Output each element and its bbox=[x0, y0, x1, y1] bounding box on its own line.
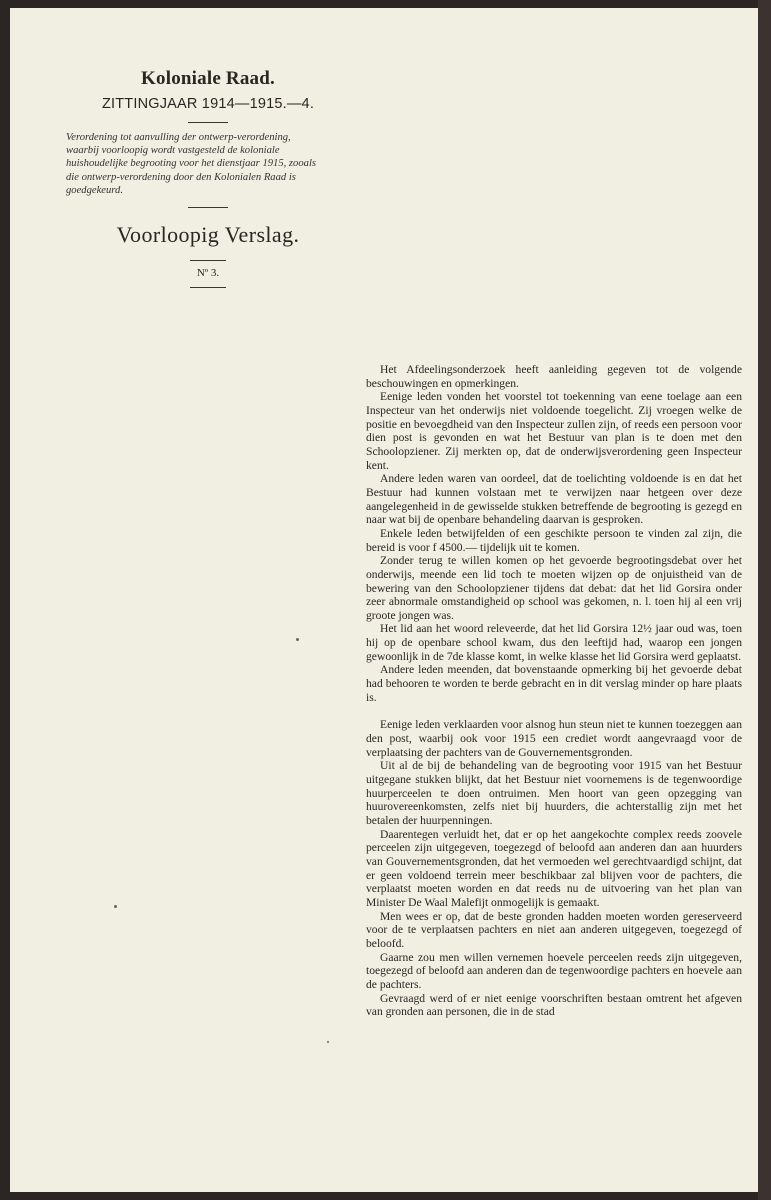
divider bbox=[190, 287, 226, 288]
divider bbox=[190, 260, 226, 261]
ordinance-subject: Verordening tot aanvulling der ontwerp-verordening, waarbij voorloopig wordt vastgesteld de koloniale huishoudelijke begrooting voor het dienstjaar 1915, zooals die ontwerp-verordening door den Kolonialen Raad is goedgekeurd. bbox=[66, 132, 317, 196]
book-spine-edge bbox=[758, 0, 771, 1200]
paragraph: Gevraagd werd of er niet eenige voorschriften bestaan omtrent het afgeven van gronden aan personen, die in de stad bbox=[366, 991, 742, 1019]
session-year: ZITTINGJAAR 1914—1915.—4. bbox=[101, 96, 315, 112]
report-body bbox=[366, 363, 742, 1019]
paper-speck bbox=[114, 905, 117, 908]
paragraph: Eenige leden verklaarden voor alsnog hun steun niet te kunnen toezeggen aan den post, waarbij ook voor 1915 een crediet wordt aangevraagd voor de verplaatsing der pachters van de Gouvernementsgronden. bbox=[366, 718, 742, 759]
paragraph: Andere leden meenden, dat bovenstaande opmerking bij het gevoerde debat had behooren te worden te berde gebracht en in dit verslag minder op hare plaats is. bbox=[366, 663, 742, 704]
paragraph: Eenige leden vonden het voorstel tot toekenning van eene toelage aan een Inspecteur van het onderwijs niet voldoende toegelicht. Zij vroegen welke de positie en bevoegdheid van den Inspecteur zullen zijn, of reeds een persoon voor dien post is gevonden en wat het Bestuur van plan is te doen met den Schoolopziener. Zij merkten op, dat de onderwijsverordening geen Inspecteur kent. bbox=[366, 390, 742, 472]
paragraph: Zonder terug te willen komen op het gevoerde begrootingsdebat over het onderwijs, meende een lid toch te moeten wijzen op de onjuistheid van de bewering van den Schoolopziener tijdens dat debat: dat het lid Gorsira onder zeer abnormale omstandigheid op school was gekomen, n. l. toen hij al een vrij groote jongen was. bbox=[366, 554, 742, 622]
paper-speck bbox=[327, 1041, 329, 1043]
paragraph: Uit al de bij de behandeling van de begrooting voor 1915 van het Bestuur uitgegane stukken blijkt, dat het Bestuur niet voornemens is de tegenwoordige huurperceelen te doen ontruimen. Men hoort van geen opzegging van huurovereenkomsten, zelfs niet bij huurders, die achterstallig zijn met het betalen der huurpenningen. bbox=[366, 759, 742, 827]
report-number: Nº 3. bbox=[196, 267, 220, 280]
paper-speck bbox=[296, 638, 299, 641]
paragraph: Gaarne zou men willen vernemen hoevele perceelen reeds zijn uitgegeven, toegezegd of beloofd aan anderen dan de tegenwoordige pachters en hoevele aan de pachters. bbox=[366, 950, 742, 991]
paragraph: Men wees er op, dat de beste gronden hadden moeten worden gereserveerd voor de te verplaatsen pachters en niet aan anderen uitgegeven, toegezegd of beloofd. bbox=[366, 909, 742, 950]
divider bbox=[188, 207, 228, 208]
divider bbox=[188, 122, 228, 123]
report-heading bbox=[66, 68, 338, 288]
paragraph: Daarentegen verluidt het, dat er op het aangekochte complex reeds zoovele perceelen zijn uitgegeven, toegezegd of beloofd aan anderen dan aan huurders van Gouvernementsgronden, dat het vermoeden wel gerechtvaardigd schijnt, dat er geen voldoend terrein meer beschikbaar zal blijven voor de pachters, die verplaatst moeten worden en dat reeds nu de uitvoering van het plan van Minister De Waal Malefijt onmogelijk is gemaakt. bbox=[366, 827, 742, 909]
paragraph: Het lid aan het woord releveerde, dat het lid Gorsira 12½ jaar oud was, toen hij op de openbare school kwam, dus den leeftijd had, waarop een jongen gewoonlijk in de 7de klasse komt, in welke klasse het lid Gorsira werd geplaatst. bbox=[366, 622, 742, 663]
paragraph: Andere leden waren van oordeel, dat de toelichting voldoende is en dat het Bestuur had kunnen volstaan met te verwijzen naar hetgeen over deze aangelegenheid in de gewisselde stukken betreffende de begrooting is gezegd en naar wat bij de openbare behandeling daarvan is gesproken. bbox=[366, 472, 742, 527]
paragraph: Het Afdeelingsonderzoek heeft aanleiding gegeven tot de volgende beschouwingen en opmerkingen. bbox=[366, 363, 742, 390]
paragraph: Enkele leden betwijfelden of een geschikte persoon te vinden zal zijn, die bereid is voor f 4500.— tijdelijk uit te komen. bbox=[366, 526, 742, 554]
document-page bbox=[10, 8, 760, 1192]
council-title: Koloniale Raad. bbox=[141, 68, 275, 89]
report-title: Voorloopig Verslag. bbox=[116, 222, 300, 248]
